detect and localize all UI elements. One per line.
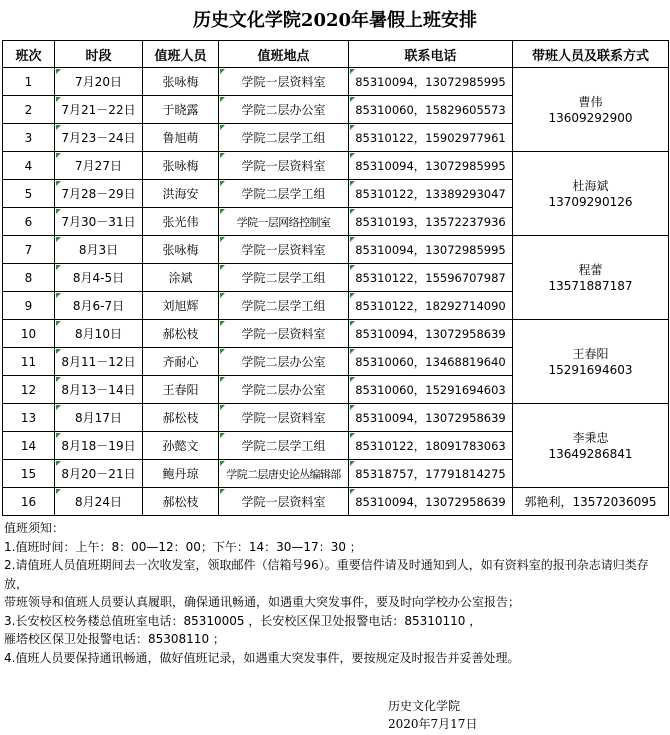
duty-notes [4,519,668,667]
phone: 85310094，13072985995 [349,68,513,96]
header-shift-no: 班次 [3,41,55,68]
note-item: 雁塔校区保卫处报警电话：85308110 ； [4,632,225,646]
supervisor-name: 王春阳 [572,346,609,361]
period: 7月23－24日 [55,124,143,152]
supervisor-phone: 13649286841 [548,446,633,461]
shift-no: 13 [3,404,55,432]
notes-heading: 值班须知： [4,521,65,535]
period: 8月20－21日 [55,460,143,488]
note-item: 4.值班人员要保持通讯畅通，做好值班记录，如遇重大突发事件，要按规定及时报告并妥善处理。 [4,650,520,665]
shift-no: 1 [3,68,55,96]
shift-no: 8 [3,264,55,292]
period: 8月18－19日 [55,432,143,460]
page-title: 历史文化学院2020年暑假上班安排 [192,10,478,31]
note-item: 带班领导和值班人员要认真履职，确保通讯畅通，如遇重大突发事件，要及时向学校办公室报告； [4,595,521,609]
phone: 85310094，13072985995 [349,236,513,264]
duty-person: 孙懿文 [143,432,219,460]
duty-location: 学院一层资料室 [219,68,349,96]
duty-location: 学院二层办公室 [219,96,349,124]
phone: 85318757，17791814275 [349,460,513,488]
phone: 85310122，15902977961 [349,124,513,152]
duty-person: 张咏梅 [143,152,219,180]
duty-location: 学院一层资料室 [219,488,349,516]
shift-no: 9 [3,292,55,320]
shift-no: 10 [3,320,55,348]
table-row [3,488,669,516]
shift-no: 15 [3,460,55,488]
period: 8月3日 [55,236,143,264]
phone: 85310122，18091783063 [349,432,513,460]
phone: 85310193，13572237936 [349,208,513,236]
table-row [3,320,669,348]
shift-no: 6 [3,208,55,236]
period: 8月10日 [55,320,143,348]
supervisor-cell [513,236,669,320]
phone: 85310060，15829605573 [349,96,513,124]
duty-person: 齐耐心 [143,348,219,376]
header-duty-location: 值班地点 [219,41,349,68]
signature-date: 2020年7月17日 [388,717,478,731]
signature-org: 历史文化学院 [388,699,461,713]
duty-location: 学院一层资料室 [219,152,349,180]
period: 7月28－29日 [55,180,143,208]
duty-person: 鲁旭萌 [143,124,219,152]
supervisor-phone: 15291694603 [548,362,633,377]
duty-location: 学院二层学工组 [219,432,349,460]
period: 7月30－31日 [55,208,143,236]
shift-no: 2 [3,96,55,124]
supervisor-cell [513,152,669,236]
supervisor-phone: 13709290126 [548,194,633,209]
duty-person: 郝松枝 [143,320,219,348]
note-item: 2.请值班人员值班期间去一次收发室，领取邮件（信箱号96）。重要信件请及时通知到人，如有资料室的报刊杂志请归类存放， [4,558,649,591]
period: 8月24日 [55,488,143,516]
duty-location: 学院二层学工组 [219,292,349,320]
duty-person: 郝松枝 [143,488,219,516]
shift-no: 4 [3,152,55,180]
table-row [3,152,669,180]
phone: 85310094，13072958639 [349,488,513,516]
shift-no: 7 [3,236,55,264]
duty-person: 张光伟 [143,208,219,236]
period: 8月11－12日 [55,348,143,376]
phone: 85310094，13072958639 [349,320,513,348]
supervisor-name: 杜海斌 [572,178,609,193]
signature-block [388,697,477,733]
duty-location: 学院一层资料室 [219,404,349,432]
duty-person: 涂斌 [143,264,219,292]
supervisor-name: 曹伟 [578,94,603,109]
supervisor-cell [513,404,669,488]
period: 7月21－22日 [55,96,143,124]
period: 8月17日 [55,404,143,432]
supervisor-cell [513,488,669,516]
shift-no: 5 [3,180,55,208]
duty-person: 郝松枝 [143,404,219,432]
period: 8月6-7日 [55,292,143,320]
phone: 85310122，13389293047 [349,180,513,208]
duty-person: 洪海安 [143,180,219,208]
duty-location: 学院二层学工组 [219,264,349,292]
shift-no: 11 [3,348,55,376]
duty-person: 王春阳 [143,376,219,404]
duty-location: 学院二层学工组 [219,124,349,152]
phone: 85310094，13072985995 [349,152,513,180]
supervisor-phone: 13609292900 [548,110,633,125]
duty-schedule-table [2,40,669,516]
period: 7月20日 [55,68,143,96]
period: 8月13－14日 [55,376,143,404]
table-row [3,404,669,432]
duty-person: 张咏梅 [143,236,219,264]
shift-no: 3 [3,124,55,152]
supervisor-name: 李秉忠 [572,430,609,445]
duty-person: 于晓露 [143,96,219,124]
phone: 85310060，13468819640 [349,348,513,376]
period: 7月27日 [55,152,143,180]
duty-person: 鲍丹琼 [143,460,219,488]
supervisor-cell [513,68,669,152]
duty-location: 学院二层办公室 [219,348,349,376]
table-row [3,68,669,96]
duty-person: 刘旭辉 [143,292,219,320]
supervisor-cell [513,320,669,404]
duty-location: 学院二层办公室 [219,376,349,404]
duty-location: 学院二层学工组 [219,180,349,208]
duty-location: 学院一层资料室 [219,236,349,264]
header-duty-person: 值班人员 [143,41,219,68]
header-phone: 联系电话 [349,41,513,68]
header-supervisor: 带班人员及联系方式 [513,41,669,68]
note-item: 1.值班时间：上午：8：00—12：00；下午：14：30—17：30 ； [4,539,362,554]
supervisor-phone: 13571887187 [548,278,633,293]
phone: 85310122，18292714090 [349,292,513,320]
header-period: 时段 [55,41,143,68]
phone: 85310060，15291694603 [349,376,513,404]
table-row [3,236,669,264]
shift-no: 12 [3,376,55,404]
supervisor-name: 程蕾 [578,262,603,277]
duty-location: 学院二层唐史论丛编辑部 [219,460,349,488]
duty-person: 张咏梅 [143,68,219,96]
shift-no: 14 [3,432,55,460]
phone: 85310094，13072958639 [349,404,513,432]
duty-location: 学院一层资料室 [219,320,349,348]
duty-location: 学院一层网络控制室 [219,208,349,236]
period: 8月4-5日 [55,264,143,292]
shift-no: 16 [3,488,55,516]
table-header-row [3,41,669,68]
note-item: 3.长安校区校务楼总值班室电话：85310005 ，长安校区保卫处报警电话：85310110 ， [4,613,482,628]
supervisor-contact: 郭艳利，13572036095 [524,495,657,509]
phone: 85310122，15596707987 [349,264,513,292]
